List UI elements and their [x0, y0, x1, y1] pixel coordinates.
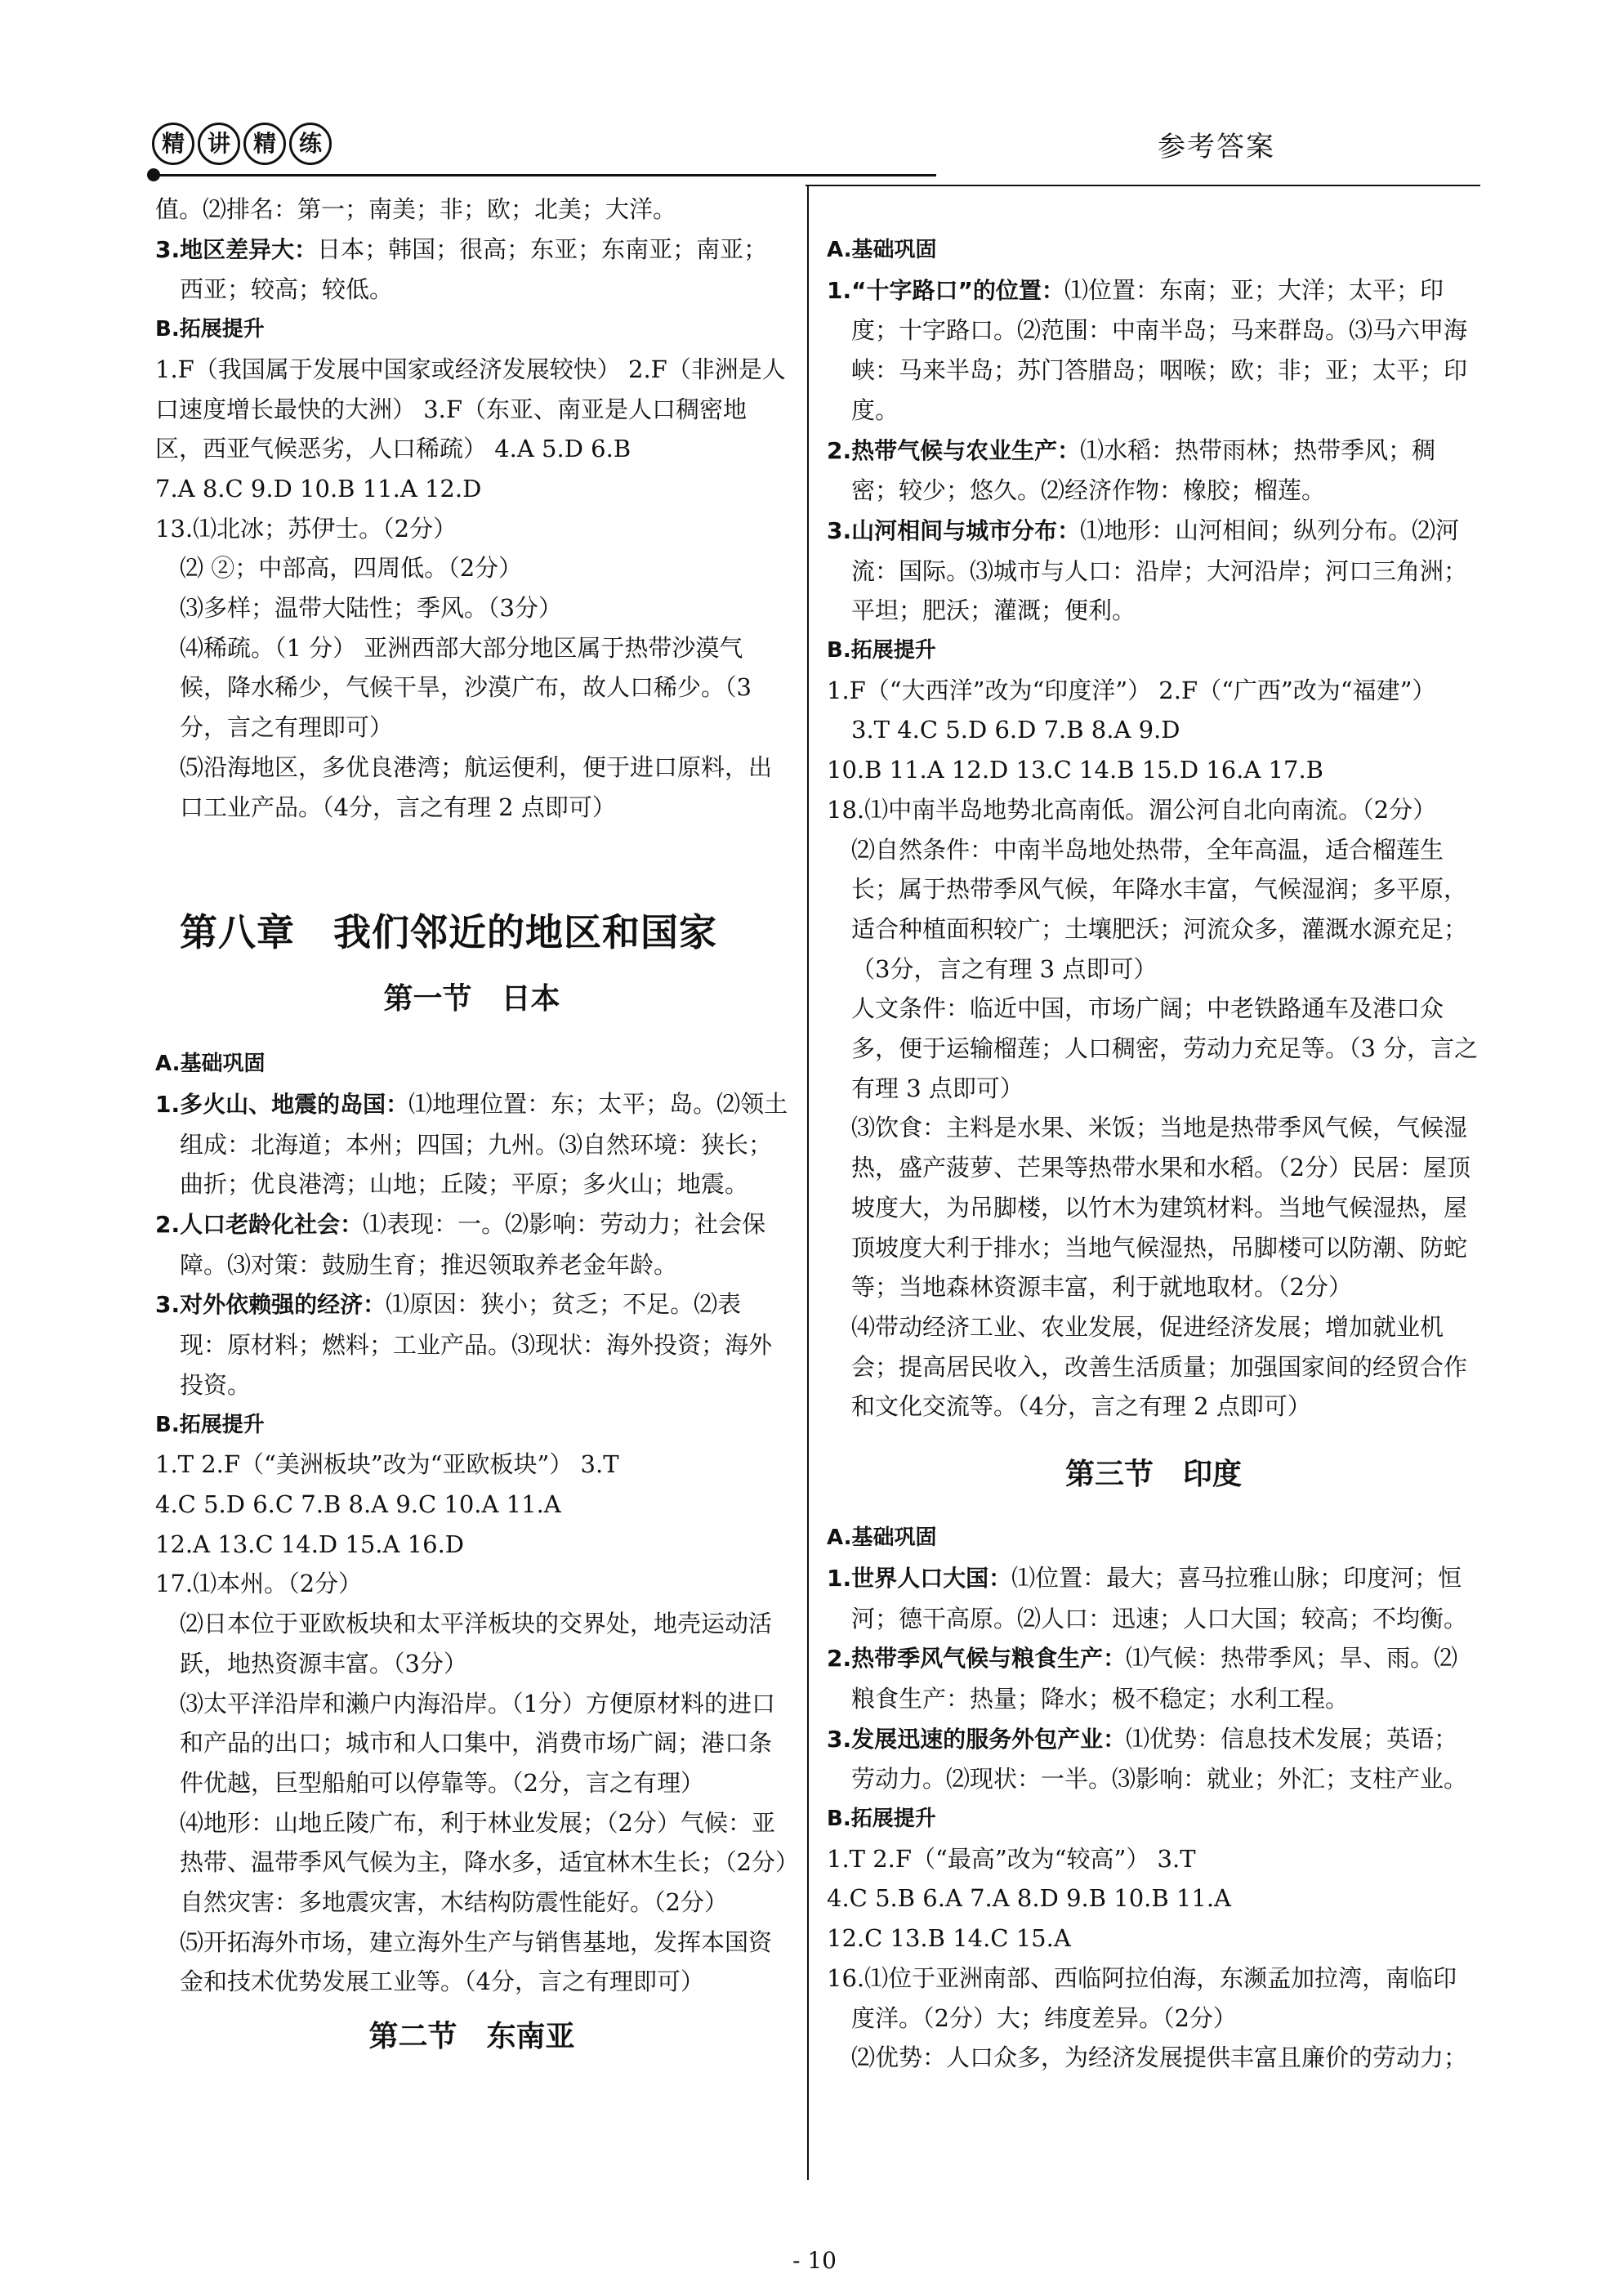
answer-text: ⑴原因：狭小；贫乏；不足。⑵表现：原材料；燃料；工业产品。⑶现状：海外投资；海外投资。 [180, 1290, 773, 1399]
subheading-extend: B.拓展提升 [155, 317, 265, 342]
answer-line: 17.⑴本州。（2分） [155, 1570, 363, 1598]
answer-line: 1.T 2.F（“美洲板块”改为“亚欧板块”） 3.T [155, 1450, 619, 1479]
answer-line: 18.⑴中南半岛地势北高南低。湄公河自北向南流。（2分） [827, 795, 1437, 824]
answer-line: ⑷地形：山地丘陵广布，利于林业发展；（2分）气候：亚热带、温带季风气候为主，降水多，适宜林木生长；（2分）自然灾害：多地震灾害，木结构防震性能好。（2分） [180, 1808, 788, 1917]
answer-line: 1.F（“大西洋”改为“印度洋”） 2.F（“广西”改为“福建”） 3.T 4.C 5.D 6.D 7.B 8.A 9.D [827, 676, 1436, 744]
section-title: 第一节 日本 [383, 982, 560, 1016]
subheading-extend: B.拓展提升 [827, 1807, 936, 1832]
answer-line: 人文条件：临近中国，市场广阔；中老铁路通车及港口众多，便于运输榴莲；人口稠密，劳动力充足等。（3 分，言之有理 3 点即可） [851, 994, 1479, 1102]
answer-key: 2.热带季风气候与粮食生产： [827, 1645, 1127, 1673]
answer-key: 1.“十字路口”的位置： [827, 276, 1064, 304]
answer-key: 2.热带气候与农业生产： [827, 436, 1081, 464]
answer-line: ⑷带动经济工业、农业发展，促进经济发展；增加就业机会；提高居民收入，改善生活质量；加强国家间的经贸合作和文化交流等。（4分，言之有理 2 点即可） [851, 1312, 1468, 1421]
answer-line: 4.C 5.D 6.C 7.B 8.A 9.C 10.A 11.A [155, 1490, 561, 1518]
answer-item [155, 1084, 788, 1204]
column-divider [807, 186, 809, 2180]
answer-item [827, 1638, 1480, 1718]
answer-line: 16.⑴位于亚洲南部、西临阿拉伯海，东濒孟加拉湾，南临印度洋。（2分）大；纬度差异。（2分） [827, 1963, 1457, 2032]
answer-text: ⑴位置：东南；亚；大洋；太平；印度；十字路口。⑵范围：中南半岛；马来群岛。⑶马六甲海峡：马来半岛；苏门答腊岛；咽喉；欧；非；亚；太平；印度。 [851, 275, 1468, 424]
logo-char: 精 [243, 123, 286, 165]
answer-key: 3.地区差异大： [155, 235, 318, 263]
answer-text: ⑴优势：信息技术发展；英语；劳动力。⑵现状：一半。⑶影响：就业；外汇；支柱产业。 [851, 1724, 1468, 1793]
subheading-basic: A.基础巩固 [155, 1052, 266, 1077]
answer-key: 2.人口老龄化社会： [155, 1211, 364, 1239]
answer-line: 13.⑴北冰；苏伊士。（2分） [155, 514, 457, 543]
answer-item [827, 431, 1480, 511]
answer-key: 1.多火山、地震的岛国： [155, 1090, 409, 1118]
answer-line: ⑶太平洋沿岸和濑户内海沿岸。（1分）方便原材料的进口和产品的出口；城市和人口集中，消费市场广阔；港口条件优越，巨型船舶可以停靠等。（2分，言之有理） [180, 1689, 775, 1797]
subheading-extend: B.拓展提升 [827, 638, 936, 663]
answer-line: 1.F（我国属于发展中国家或经济发展较快） 2.F（非洲是人口速度增长最快的大洲） 3.F（东亚、南亚是人口稠密地区，西亚气候恶劣，人口稀疏） 4.A 5.D 6.B [155, 355, 786, 463]
subheading-basic: A.基础巩固 [827, 238, 937, 262]
subheading-extend: B.拓展提升 [155, 1412, 265, 1437]
answer-key: 1.世界人口大国： [827, 1564, 1012, 1592]
chapter-title: 第八章 我们邻近的地区和国家 [180, 910, 717, 955]
answer-line: ⑷稀疏。（1 分） 亚洲西部大部分地区属于热带沙漠气候，降水稀少，气候干旱，沙漠广布，故人口稀少。（3分，言之有理即可） [180, 633, 752, 742]
header-title: 参考答案 [1158, 131, 1275, 163]
answer-line: 1.T 2.F（“最高”改为“较高”） 3.T [827, 1844, 1196, 1873]
answer-line: ⑶多样；温带大陆性；季风。（3分） [180, 594, 562, 623]
answer-line: 12.A 13.C 14.D 15.A 16.D [155, 1530, 465, 1558]
answer-item [827, 1558, 1480, 1638]
answer-text: ⑴气候：热带季风；旱、雨。⑵粮食生产：热量；降水；极不稳定；水利工程。 [851, 1644, 1458, 1713]
answer-key: 3.发展迅速的服务外包产业： [827, 1725, 1127, 1753]
answer-line: 4.C 5.B 6.A 7.A 8.D 9.B 10.B 11.A [827, 1884, 1231, 1913]
left-column [155, 190, 788, 2082]
answer-line: ⑵优势：人口众多，为经济发展提供丰富且廉价的劳动力； [851, 2044, 1468, 2072]
answer-text: ⑴水稻：热带雨林；热带季风；稠密；较少；悠久。⑵经济作物：橡胶；榴莲。 [851, 436, 1436, 505]
answer-line: ⑸沿海地区，多优良港湾；航运便利，便于进口原料，出口工业产品。（4分，言之有理 2 点即可） [180, 753, 773, 821]
answer-text: ⑴位置：最大；喜马拉雅山脉；印度河；恒河；德干高原。⑵人口：迅速；人口大国；较高；不均衡。 [851, 1563, 1468, 1633]
right-column [827, 230, 1480, 2078]
answer-item [155, 1204, 788, 1284]
answer-line: ⑵日本位于亚欧板块和太平洋板块的交界处，地壳运动活跃，地热资源丰富。（3分） [180, 1610, 773, 1677]
answer-key: 3.山河相间与城市分布： [827, 516, 1081, 544]
answer-line: ⑵自然条件：中南半岛地处热带，全年高温，适合榴莲生长；属于热带季风气候，年降水丰富，气候湿润；多平原，适合种植面积较广；土壤肥沃；河流众多，灌溉水源充足；（3分，言之有理 3 点即可） [851, 835, 1468, 983]
answer-line: 12.C 13.B 14.C 15.A [827, 1924, 1071, 1953]
answer-item [827, 511, 1480, 631]
answer-text: ⑴表现：一。⑵影响：劳动力；社会保障。⑶对策：鼓励生育；推迟领取养老金年龄。 [180, 1210, 766, 1279]
section-title: 第三节 印度 [1064, 1458, 1242, 1492]
answer-text: ⑴地理位置：东；太平；岛。⑵领土组成：北海道；本州；四国；九州。⑶自然环境：狭长；曲折；优良港湾；山地；丘陵；平原；多火山；地震。 [180, 1089, 788, 1199]
answer-key: 3.对外依赖强的经济： [155, 1291, 386, 1319]
answer-line: 值。⑵排名：第一；南美；非；欧；北美；大洋。 [155, 195, 677, 223]
logo-char: 讲 [198, 123, 240, 165]
subheading-basic: A.基础巩固 [827, 1525, 937, 1551]
answer-text: ⑴地形：山河相间；纵列分布。⑵河流：国际。⑶城市与人口：沿岸；大河沿岸；河口三角洲；平坦；肥沃；灌溉；便利。 [851, 516, 1468, 625]
answer-item [155, 230, 788, 310]
answer-line: ⑸开拓海外市场，建立海外生产与销售基地，发挥本国资金和技术优势发展工业等。（4分，言之有理即可） [180, 1927, 773, 1996]
answer-item [155, 1284, 788, 1405]
page-number: - 10 [792, 2247, 837, 2274]
answer-line: 10.B 11.A 12.D 13.C 14.B 15.D 16.A 17.B [827, 756, 1323, 784]
logo-char: 精 [152, 123, 194, 165]
answer-item [827, 270, 1480, 431]
logo-char: 练 [289, 123, 332, 165]
section-title: 第二节 东南亚 [368, 2020, 575, 2054]
answer-item [827, 1719, 1480, 1799]
answer-line: 7.A 8.C 9.D 10.B 11.A 12.D [155, 474, 482, 503]
book-logo [152, 123, 332, 165]
answer-line: ⑶饮食：主料是水果、米饭；当地是热带季风气候，气候湿热，盛产菠萝、芒果等热带水果和水稻。（2分）民居：屋顶坡度大，为吊脚楼，以竹木为建筑材料。当地气候湿热，屋顶坡度大利于排水；当地气候湿热，吊脚楼可以防潮、防蛇等；当地森林资源丰富，利于就地取材。（2分） [851, 1114, 1470, 1302]
answer-text: 日本；韩国；很高；东亚；东南亚；南亚；西亚；较高；较低。 [180, 235, 768, 304]
answer-line: ⑵ ②；中部高，四周低。（2分） [180, 554, 523, 583]
header-rule-right [806, 185, 1480, 186]
header-rule-left [152, 174, 936, 176]
